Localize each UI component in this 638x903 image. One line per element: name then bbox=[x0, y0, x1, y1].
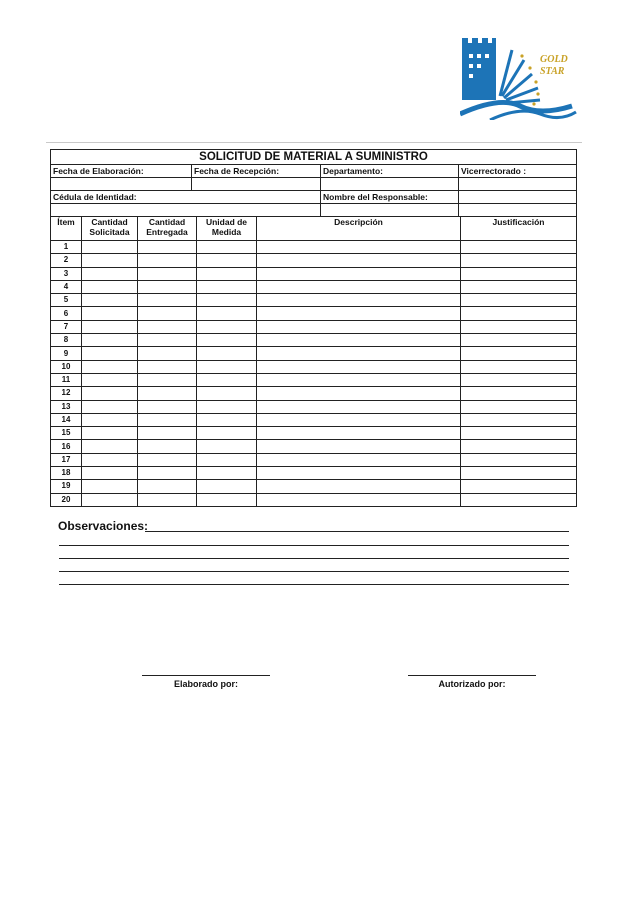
cantidad-solicitada-cell[interactable] bbox=[82, 294, 138, 307]
table-row bbox=[51, 440, 577, 453]
table-row bbox=[51, 427, 577, 440]
cantidad-entregada-cell[interactable] bbox=[138, 320, 197, 333]
descripcion-cell[interactable] bbox=[257, 480, 461, 493]
unidad-medida-cell[interactable] bbox=[197, 254, 257, 267]
cantidad-entregada-cell[interactable] bbox=[138, 373, 197, 386]
cantidad-solicitada-cell[interactable] bbox=[82, 307, 138, 320]
item-number: 17 bbox=[51, 453, 82, 466]
cantidad-solicitada-cell[interactable] bbox=[82, 280, 138, 293]
cantidad-solicitada-cell[interactable] bbox=[82, 427, 138, 440]
cantidad-solicitada-cell[interactable] bbox=[82, 480, 138, 493]
cantidad-solicitada-cell[interactable] bbox=[82, 334, 138, 347]
descripcion-cell[interactable] bbox=[257, 254, 461, 267]
justificacion-cell[interactable] bbox=[461, 294, 577, 307]
item-number: 9 bbox=[51, 347, 82, 360]
item-number: 18 bbox=[51, 467, 82, 480]
cantidad-entregada-cell[interactable] bbox=[138, 280, 197, 293]
table-row bbox=[51, 387, 577, 400]
cantidad-entregada-cell[interactable] bbox=[138, 493, 197, 506]
observaciones-line[interactable] bbox=[59, 558, 569, 559]
header-divider bbox=[46, 142, 582, 143]
header-descripcion: Descripción bbox=[257, 217, 461, 241]
justificacion-cell[interactable] bbox=[461, 427, 577, 440]
header-unidad-medida: Unidad de Medida bbox=[197, 217, 257, 241]
unidad-medida-cell[interactable] bbox=[197, 320, 257, 333]
observaciones-label: Observaciones: bbox=[58, 519, 149, 533]
item-number: 15 bbox=[51, 427, 82, 440]
justificacion-cell[interactable] bbox=[461, 493, 577, 506]
item-number: 16 bbox=[51, 440, 82, 453]
table-row bbox=[51, 280, 577, 293]
descripcion-cell[interactable] bbox=[257, 307, 461, 320]
item-number: 12 bbox=[51, 387, 82, 400]
unidad-medida-cell[interactable] bbox=[197, 347, 257, 360]
descripcion-cell[interactable] bbox=[257, 360, 461, 373]
unidad-medida-cell[interactable] bbox=[197, 467, 257, 480]
justificacion-cell[interactable] bbox=[461, 254, 577, 267]
cantidad-entregada-cell[interactable] bbox=[138, 413, 197, 426]
unidad-medida-cell[interactable] bbox=[197, 267, 257, 280]
cantidad-solicitada-cell[interactable] bbox=[82, 453, 138, 466]
item-number: 11 bbox=[51, 373, 82, 386]
descripcion-cell[interactable] bbox=[257, 400, 461, 413]
table-row bbox=[51, 347, 577, 360]
unidad-medida-cell[interactable] bbox=[197, 241, 257, 254]
descripcion-cell[interactable] bbox=[257, 320, 461, 333]
signature-autorizado bbox=[408, 675, 536, 689]
item-number: 14 bbox=[51, 413, 82, 426]
cantidad-entregada-cell[interactable] bbox=[138, 440, 197, 453]
descripcion-cell[interactable] bbox=[257, 453, 461, 466]
cantidad-solicitada-cell[interactable] bbox=[82, 320, 138, 333]
unidad-medida-cell[interactable] bbox=[197, 427, 257, 440]
cantidad-entregada-cell[interactable] bbox=[138, 334, 197, 347]
cantidad-entregada-cell[interactable] bbox=[138, 307, 197, 320]
cedula-label: Cédula de Identidad: bbox=[51, 191, 321, 204]
table-row bbox=[51, 360, 577, 373]
item-number: 1 bbox=[51, 241, 82, 254]
justificacion-cell[interactable] bbox=[461, 347, 577, 360]
justificacion-cell[interactable] bbox=[461, 280, 577, 293]
vicerrectorado-label: Vicerrectorado : bbox=[459, 165, 577, 178]
cantidad-entregada-cell[interactable] bbox=[138, 267, 197, 280]
header-cantidad-entregada: Cantidad Entregada bbox=[138, 217, 197, 241]
gold-star-logo bbox=[460, 36, 578, 120]
cantidad-entregada-cell[interactable] bbox=[138, 480, 197, 493]
item-number: 4 bbox=[51, 280, 82, 293]
cantidad-entregada-cell[interactable] bbox=[138, 347, 197, 360]
cantidad-solicitada-cell[interactable] bbox=[82, 467, 138, 480]
header-justificacion: Justificación bbox=[461, 217, 577, 241]
cantidad-entregada-cell[interactable] bbox=[138, 387, 197, 400]
cantidad-solicitada-cell[interactable] bbox=[82, 413, 138, 426]
cantidad-entregada-cell[interactable] bbox=[138, 294, 197, 307]
unidad-medida-cell[interactable] bbox=[197, 400, 257, 413]
justificacion-cell[interactable] bbox=[461, 267, 577, 280]
departamento-field[interactable] bbox=[321, 178, 459, 191]
descripcion-cell[interactable] bbox=[257, 427, 461, 440]
justificacion-cell[interactable] bbox=[461, 360, 577, 373]
table-row bbox=[51, 320, 577, 333]
signature-elaborado bbox=[142, 675, 270, 689]
descripcion-cell[interactable] bbox=[257, 280, 461, 293]
descripcion-cell[interactable] bbox=[257, 241, 461, 254]
table-row bbox=[51, 334, 577, 347]
justificacion-cell[interactable] bbox=[461, 400, 577, 413]
items-table bbox=[50, 216, 577, 507]
cantidad-solicitada-cell[interactable] bbox=[82, 241, 138, 254]
item-number: 13 bbox=[51, 400, 82, 413]
justificacion-cell[interactable] bbox=[461, 241, 577, 254]
autorizado-label: Autorizado por: bbox=[438, 679, 506, 689]
table-row bbox=[51, 453, 577, 466]
cantidad-entregada-cell[interactable] bbox=[138, 467, 197, 480]
header-item: Ítem bbox=[51, 217, 82, 241]
cedula-field[interactable] bbox=[51, 204, 321, 217]
justificacion-cell[interactable] bbox=[461, 453, 577, 466]
item-number: 7 bbox=[51, 320, 82, 333]
justificacion-cell[interactable] bbox=[461, 307, 577, 320]
cantidad-solicitada-cell[interactable] bbox=[82, 440, 138, 453]
brand-line-1: GOLD bbox=[540, 54, 568, 65]
cantidad-entregada-cell[interactable] bbox=[138, 254, 197, 267]
cantidad-solicitada-cell[interactable] bbox=[82, 347, 138, 360]
cantidad-solicitada-cell[interactable] bbox=[82, 360, 138, 373]
table-row bbox=[51, 413, 577, 426]
unidad-medida-cell[interactable] bbox=[197, 493, 257, 506]
justificacion-cell[interactable] bbox=[461, 373, 577, 386]
observaciones-line[interactable] bbox=[59, 545, 569, 546]
cantidad-solicitada-cell[interactable] bbox=[82, 373, 138, 386]
item-rows bbox=[51, 241, 577, 507]
cantidad-entregada-cell[interactable] bbox=[138, 400, 197, 413]
table-row bbox=[51, 480, 577, 493]
unidad-medida-cell[interactable] bbox=[197, 413, 257, 426]
justificacion-cell[interactable] bbox=[461, 334, 577, 347]
table-row bbox=[51, 254, 577, 267]
responsable-label: Nombre del Responsable: bbox=[321, 191, 459, 204]
descripcion-cell[interactable] bbox=[257, 413, 461, 426]
cantidad-solicitada-cell[interactable] bbox=[82, 400, 138, 413]
elaborado-label: Elaborado por: bbox=[173, 679, 238, 689]
justificacion-cell[interactable] bbox=[461, 467, 577, 480]
justificacion-cell[interactable] bbox=[461, 320, 577, 333]
cantidad-solicitada-cell[interactable] bbox=[82, 493, 138, 506]
fecha-recepcion-field[interactable] bbox=[192, 178, 321, 191]
table-row bbox=[51, 294, 577, 307]
unidad-medida-cell[interactable] bbox=[197, 307, 257, 320]
justificacion-cell[interactable] bbox=[461, 413, 577, 426]
cantidad-solicitada-cell[interactable] bbox=[82, 254, 138, 267]
unidad-medida-cell[interactable] bbox=[197, 480, 257, 493]
observaciones-line[interactable] bbox=[145, 531, 569, 532]
descripcion-cell[interactable] bbox=[257, 373, 461, 386]
unidad-medida-cell[interactable] bbox=[197, 387, 257, 400]
table-row bbox=[51, 267, 577, 280]
table-row bbox=[51, 373, 577, 386]
descripcion-cell[interactable] bbox=[257, 387, 461, 400]
form-title: SOLICITUD DE MATERIAL A SUMINISTRO bbox=[51, 150, 577, 165]
table-row bbox=[51, 400, 577, 413]
table-row bbox=[51, 467, 577, 480]
cantidad-solicitada-cell[interactable] bbox=[82, 267, 138, 280]
observaciones-section bbox=[58, 519, 570, 533]
signature-line[interactable] bbox=[142, 675, 270, 676]
descripcion-cell[interactable] bbox=[257, 493, 461, 506]
item-number: 5 bbox=[51, 294, 82, 307]
fecha-elaboracion-label: Fecha de Elaboración: bbox=[51, 165, 192, 178]
brand-line-2: STAR bbox=[540, 66, 565, 77]
justificacion-cell[interactable] bbox=[461, 440, 577, 453]
departamento-label: Departamento: bbox=[321, 165, 459, 178]
table-row bbox=[51, 241, 577, 254]
descripcion-cell[interactable] bbox=[257, 334, 461, 347]
fecha-recepcion-label: Fecha de Recepción: bbox=[192, 165, 321, 178]
signature-line[interactable] bbox=[408, 675, 536, 676]
header-cantidad-solicitada: Cantidad Solicitada bbox=[82, 217, 138, 241]
request-form-header bbox=[50, 149, 577, 217]
descripcion-cell[interactable] bbox=[257, 440, 461, 453]
descripcion-cell[interactable] bbox=[257, 467, 461, 480]
cantidad-solicitada-cell[interactable] bbox=[82, 387, 138, 400]
responsable-extra-field[interactable] bbox=[459, 191, 577, 204]
cantidad-entregada-cell[interactable] bbox=[138, 360, 197, 373]
unidad-medida-cell[interactable] bbox=[197, 280, 257, 293]
cantidad-entregada-cell[interactable] bbox=[138, 427, 197, 440]
vicerrectorado-field[interactable] bbox=[459, 178, 577, 191]
descripcion-cell[interactable] bbox=[257, 347, 461, 360]
unidad-medida-cell[interactable] bbox=[197, 294, 257, 307]
brand-name bbox=[540, 54, 580, 78]
justificacion-cell[interactable] bbox=[461, 480, 577, 493]
unidad-medida-cell[interactable] bbox=[197, 453, 257, 466]
descripcion-cell[interactable] bbox=[257, 294, 461, 307]
item-number: 8 bbox=[51, 334, 82, 347]
responsable-field[interactable] bbox=[321, 204, 459, 217]
item-number: 2 bbox=[51, 254, 82, 267]
cantidad-entregada-cell[interactable] bbox=[138, 241, 197, 254]
unidad-medida-cell[interactable] bbox=[197, 360, 257, 373]
item-number: 20 bbox=[51, 493, 82, 506]
item-number: 3 bbox=[51, 267, 82, 280]
observaciones-line[interactable] bbox=[59, 584, 569, 585]
cantidad-entregada-cell[interactable] bbox=[138, 453, 197, 466]
observaciones-line[interactable] bbox=[59, 571, 569, 572]
descripcion-cell[interactable] bbox=[257, 267, 461, 280]
responsable-extra-field-2[interactable] bbox=[459, 204, 577, 217]
fecha-elaboracion-field[interactable] bbox=[51, 178, 192, 191]
table-row bbox=[51, 307, 577, 320]
justificacion-cell[interactable] bbox=[461, 387, 577, 400]
castle-star-logo-icon bbox=[460, 36, 578, 120]
unidad-medida-cell[interactable] bbox=[197, 334, 257, 347]
item-number: 19 bbox=[51, 480, 82, 493]
item-number: 6 bbox=[51, 307, 82, 320]
table-row bbox=[51, 493, 577, 506]
unidad-medida-cell[interactable] bbox=[197, 373, 257, 386]
item-number: 10 bbox=[51, 360, 82, 373]
unidad-medida-cell[interactable] bbox=[197, 440, 257, 453]
